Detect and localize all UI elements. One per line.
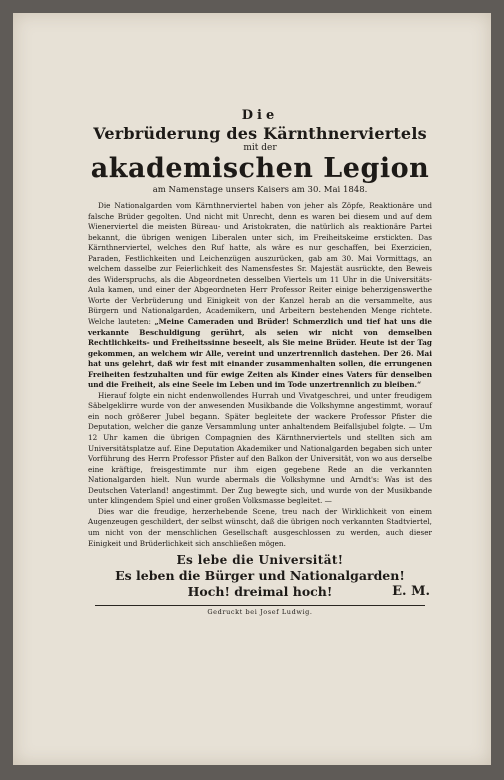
paragraph-1-narrative: Die Nationalgarden vom Kärnthnerviertel haben von jeher als Zöpfe, Reaktionäre und falsche Brüder gegolten. Und nicht mit Unrecht, denn es waren bei diesem und auf dem Wienerviertel die meisten Büreau- und Aristokraten, die natürlich als reaktionäre Partei bekannt, die übrigen wenigen Liberalen unter sich, im Freiheitskeime erstickten. Das Kärnthnerviertel, welches den Ruf hatte, als wäre es nur geschaffen, bei Exerzicien, Paraden, Festlichkeiten und Leichenzügen auszurücken, gab am 30. Mai Vormittags, an welchem dasselbe zur Feierlichkeit des Namensfestes Sr. Majestät ausrückte, den Beweis des Widerspruchs, als die Abgeordneten desselben Viertels um 11 Uhr in die Universitäts-Aula kamen, und einer der Abgeordneten Herr Professor Reiter einige beherzigenswerthe Worte der Verbrüderung und Einigkeit von der Kanzel herab an die versammelte, aus Bürgern und Nationalgarden, Academikern, und Arbeitern bestehenden Menge richtete. Welche lauteten:: [88, 201, 432, 327]
paragraph-3: Dies war die freudige, herzerhebende Scene, treu nach der Wirklichkeit von einem Augenzeugen geschildert, der selbst wünscht, daß die übrigen noch verkannten Stadtviertel, um nicht von der menschlichen Gesellschaft ausgeschlossen zu werden, auch dieser Einigkeit und Brüderlichkeit sich anschließen mögen.: [88, 506, 432, 548]
title-article: Die: [241, 108, 279, 123]
closing-cheer-citizens: Es leben die Bürger und Nationalgarden!: [115, 568, 405, 584]
title-main: Verbrüderung des Kärnthnerviertels: [93, 124, 427, 143]
paragraph-1-speech: „Meine Cameraden und Brüder! Schmerzlich und tief hat uns die verkannte Beschuldigung gerührt, als seien wir nicht von demselben Rechtlichkeits- und Freiheitssinne beseelt, als Sie meine Brüder. Heute ist der Tag gekommen, an welchem wir Alle, vereint und unzertrennlich dastehen. Der 26. Mai hat uns gelehrt, daß wir fest mit einander zusammenhalten sollen, die errungenen Freiheiten festzuhalten und für ewige Zeiten als Kinder eines Vaters für denselben und die Freiheit, als eine Seele im Leben und im Tode unzertrennlich zu bleiben.“: [88, 317, 432, 390]
title-legion: akademischen Legion: [90, 153, 430, 184]
body-text: [88, 201, 432, 549]
poster-content: [88, 108, 432, 616]
closing-cheer-hoch-text: Hoch! dreimal hoch!: [187, 584, 333, 600]
closing-cheer-university: Es lebe die Universität!: [176, 553, 344, 568]
title-connector: mit der: [243, 143, 277, 153]
paragraph-1: [88, 201, 432, 391]
signature: E. M.: [392, 584, 430, 600]
closing-cheer-hoch: [88, 584, 432, 599]
poster-sheet: [13, 13, 491, 765]
paragraph-2: Hierauf folgte ein nicht endenwollendes Hurrah und Vivatgeschrei, und unter freudigem Säbelgeklirre wurde von der anwesenden Musikbande die Volkshymne angestimmt, worauf ein noch größerer Jubel begann. Später begleitete der wackere Professor Pfister die Deputation, welcher die ganze Versammlung unter anhaltendem Beifallsjubel folgte. — Um 12 Uhr kamen die übrigen Compagnien des Kärnthnerviertels und stellten sich am Universitätsplatze auf. Eine Deputation Akademiker und Nationalgarden begaben sich unter Vorführung des Herrn Professor Pfister auf den Balkon der Universität, von wo aus derselbe eine kräftige, freisgestimmte nur ihm eigen gegebene Rede an die verkannten Nationalgarden hielt. Nun wurde abermals die Volkshymne und Arndt's: Was ist des Deutschen Vaterland! angestimmt. Der Zug bewegte sich, und wurde von der Musikbande unter klingendem Spiel und einer großen Volksmasse begleitet. —: [88, 390, 432, 506]
divider-rule: [95, 605, 425, 606]
printer-imprint: Gedruckt bei Josef Ludwig.: [207, 608, 313, 617]
closing-block: [88, 553, 432, 599]
title-date: am Namenstage unsers Kaisers am 30. Mai 1848.: [152, 185, 368, 195]
